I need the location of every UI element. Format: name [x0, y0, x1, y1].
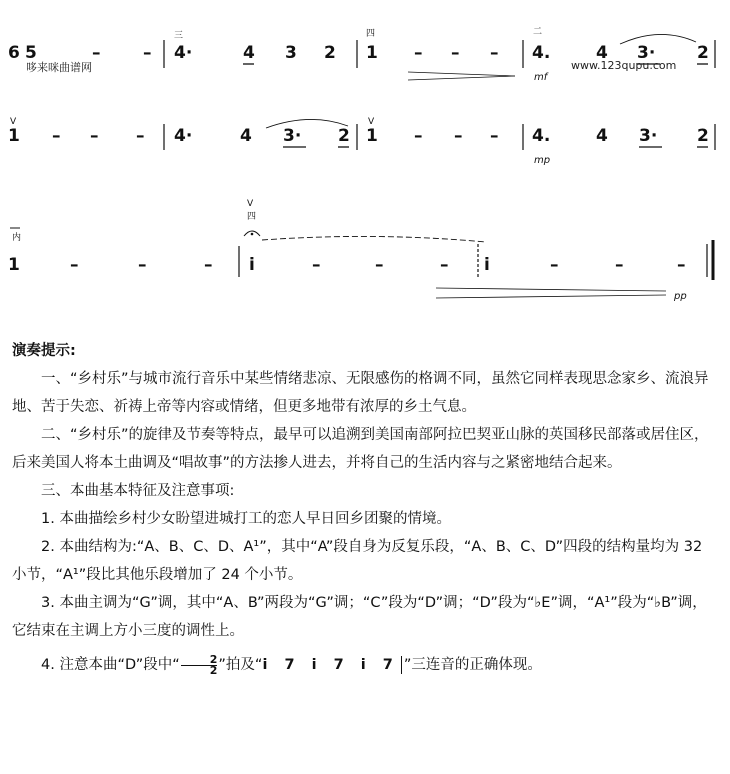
note: –: [375, 255, 384, 275]
note: –: [136, 126, 145, 146]
note: 4: [596, 126, 608, 146]
note: 4·: [174, 43, 193, 63]
fermata-dot: [251, 233, 254, 236]
tie: [262, 236, 486, 242]
note: –: [143, 43, 152, 63]
score-row-2: [8, 117, 715, 166]
breath-mark: V: [247, 199, 254, 209]
note: 2: [338, 126, 350, 146]
note: 4.: [532, 126, 551, 146]
hints-item-4: [12, 651, 718, 679]
note: –: [414, 43, 423, 63]
note: 1: [8, 126, 20, 146]
time-sig-top: 2: [209, 652, 218, 666]
note: 1: [366, 126, 378, 146]
item4-suffix: ”三连音的正确体现。: [403, 657, 542, 673]
item4-mid: ”拍及“: [218, 657, 263, 673]
note: –: [138, 255, 147, 275]
triplet-notes: i 7 i 7 i 7: [262, 657, 399, 673]
item4-prefix: 4. 注意本曲“D”段中“: [41, 657, 180, 673]
watermark-left: 哆来咪曲谱网: [26, 61, 92, 74]
score-row-3: [8, 199, 713, 302]
string-mark: 二: [533, 27, 543, 37]
note: 4: [596, 43, 608, 63]
dynamic-mark: pp: [674, 291, 687, 302]
note: 1: [366, 43, 378, 63]
slur: [266, 119, 348, 128]
note: –: [490, 126, 499, 146]
note: –: [677, 255, 686, 275]
hints-paragraph-3: 三、本曲基本特征及注意事项:: [41, 483, 235, 499]
dynamic-mark: mp: [534, 155, 551, 166]
crescendo-hairpin: [408, 76, 515, 80]
hints-item-3: 3. 本曲主调为“G”调，其中“A、B”两段为“G”调；“C”段为“D”调；“D”段为“♭E”调，“A¹”段为“♭B”调，它结束在主调上方小三度的调性上。: [12, 595, 707, 639]
slur: [620, 34, 696, 44]
note: 3·: [637, 43, 656, 63]
note: –: [454, 126, 463, 146]
note: 4·: [174, 126, 193, 146]
time-signature: [180, 652, 219, 677]
note: 3: [285, 43, 297, 63]
music-score: [0, 0, 730, 330]
note: 5: [25, 43, 37, 63]
note: –: [550, 255, 559, 275]
note: 1: [8, 255, 20, 275]
note: –: [52, 126, 61, 146]
note: 6: [8, 43, 20, 63]
decrescendo-hairpin: [436, 288, 666, 291]
note: –: [451, 43, 460, 63]
breath-mark: V: [10, 117, 17, 127]
score-row-1: [8, 27, 715, 83]
note: 3·: [283, 126, 302, 146]
performance-notes: [12, 337, 718, 679]
note: i: [249, 255, 255, 275]
note: –: [490, 43, 499, 63]
hints-item-2: 2. 本曲结构为:“A、B、C、D、A¹”，其中“A”段自身为反复乐段，“A、B、C、D”四段的结构量均为 32 小节，“A¹”段比其他乐段增加了 24 个小节。: [12, 539, 703, 583]
string-mark: 四: [247, 212, 257, 222]
decrescendo-hairpin: [436, 295, 666, 298]
dynamic-mark: mf: [534, 72, 548, 83]
note: –: [70, 255, 79, 275]
note: 2: [697, 126, 709, 146]
crescendo-hairpin: [408, 72, 515, 76]
note: 3·: [639, 126, 658, 146]
note: –: [312, 255, 321, 275]
barline: [401, 656, 402, 674]
note: 4: [240, 126, 252, 146]
string-mark: 内: [12, 233, 22, 243]
time-sig-bottom: 2: [181, 665, 218, 676]
hints-paragraph-2: 二、“乡村乐”的旋律及节奏等特点，最早可以追溯到美国南部阿拉巴契亚山脉的英国移民部落或居住区，后来美国人将本土曲调及“唱故事”的方法掺人进去，并将自己的生活内容与之紧密地结合起来。: [12, 427, 709, 471]
note: –: [90, 126, 99, 146]
note: 2: [324, 43, 336, 63]
breath-mark: V: [368, 117, 375, 127]
note: 4: [243, 43, 255, 63]
note: –: [440, 255, 449, 275]
note: –: [615, 255, 624, 275]
hints-title: 演奏提示:: [12, 343, 76, 359]
string-mark: 四: [366, 29, 376, 39]
note: –: [414, 126, 423, 146]
string-mark: 三: [174, 31, 184, 41]
watermark-right: www.123qupu.com: [571, 59, 677, 72]
note: i: [484, 255, 490, 275]
note: –: [204, 255, 213, 275]
hints-paragraph-1: 一、“乡村乐”与城市流行音乐中某些情绪悲凉、无限感伤的格调不同，虽然它同样表现思念家乡、流浪异地、苦于失恋、祈祷上帝等内容或情绪，但更多地带有浓厚的乡土气息。: [12, 371, 709, 415]
note: 4.: [532, 43, 551, 63]
hints-item-1: 1. 本曲描绘乡村少女盼望进城打工的恋人早日回乡团聚的情境。: [41, 511, 451, 527]
note: 2: [697, 43, 709, 63]
note: –: [92, 43, 101, 63]
